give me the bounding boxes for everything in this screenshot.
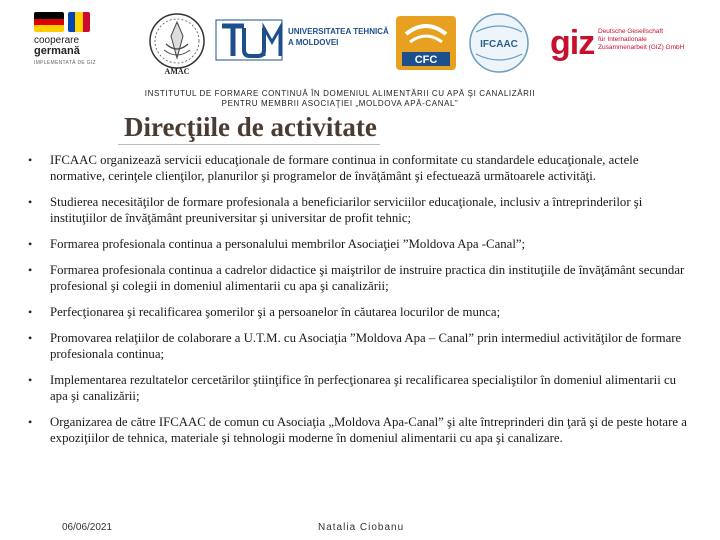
cooperation-logo xyxy=(34,12,134,76)
activity-list xyxy=(28,152,692,456)
amac-label: AMAC xyxy=(164,67,190,76)
cfc-label: CFC xyxy=(414,54,438,66)
german-flag-icon xyxy=(34,12,64,32)
page-title: Direcţiile de activitate xyxy=(124,112,377,142)
footer-author: Natalia Ciobanu xyxy=(318,522,405,533)
cooperation-line2: germană xyxy=(34,45,80,57)
list-item: • Studierea necesităţilor de formare profesionala a beneficiarilor serviciilor educaţionale, inclusiv a întreprinderilor şi instituţiilor de învăţământ preuniversitar şi universitar de profit tehnic; xyxy=(28,194,692,226)
list-item: • Perfecţionarea şi recalificarea şomerilor şi a persoanelor în căutarea locurilor de munca; xyxy=(28,304,692,320)
utm-logo xyxy=(214,14,389,66)
list-item: • IFCAAC organizează servicii educaţionale de formare continua in conformitate cu standardele educaţionale, actele normative, cerinţele clienţilor, planurilor şi programelor de învăţământ şi efectuează următoarele activităţi. xyxy=(28,152,692,184)
amac-logo xyxy=(146,10,208,76)
utm-line1: UNIVERSITATEA TEHNICĂ xyxy=(288,27,389,36)
institute-line1: INSTITUTUL DE FORMARE CONTINUĂ ÎN DOMENIUL ALIMENTĂRII CU APĂ ŞI CANALIZĂRII xyxy=(144,89,536,98)
giz-line3: Zusammenarbeit (GIZ) GmbH xyxy=(598,44,685,51)
footer-date: 06/06/2021 xyxy=(62,522,113,533)
giz-line1: Deutsche Gesellschaft xyxy=(598,28,664,35)
list-item: • Promovarea relaţiilor de colaborare a U.T.M. cu Asociaţia ”Moldova Apa – Canal” prin intermediul activităţilor de formare profesionala continua; xyxy=(28,330,692,362)
ifcaac-label: IFCAAC xyxy=(480,39,518,50)
cfc-emblem-icon xyxy=(394,14,458,72)
list-item: • Formarea profesionala continua a cadrelor didactice şi maiştrilor de instruire practica din instituţiile de învăţământ secundar profesional şi colegii in domeniul alimentarii cu apa şi canalizării; xyxy=(28,262,692,294)
list-item: • Implementarea rezultatelor cercetărilor ştiinţifice în perfecţionarea şi recalificarea specialiştilor în domeniul alimentarii cu apa şi canalizării; xyxy=(28,372,692,404)
institute-name xyxy=(120,89,560,109)
utm-emblem-icon xyxy=(214,14,286,66)
ifcaac-logo xyxy=(468,12,530,74)
utm-line2: A MOLDOVEI xyxy=(288,38,339,47)
list-item: • Organizarea de către IFCAAC de comun cu Asociaţia „Moldova Apa-Canal” şi alte întreprinderi din ţară şi de peste hotare a expoziţiilor de tehnica, materiale şi tehnologii moderne în domeniul alimentarii cu apa şi canalizare. xyxy=(28,414,692,446)
list-item: • Formarea profesionala continua a personalului membrilor Asociaţiei ”Moldova Apa -Canal”; xyxy=(28,236,692,252)
giz-word: giz xyxy=(550,24,595,62)
cooperation-sub: IMPLEMENTATĂ DE GIZ xyxy=(34,60,96,66)
giz-logo xyxy=(546,24,716,64)
moldova-flag-icon xyxy=(68,12,90,32)
cooperation-line1: cooperare xyxy=(34,35,80,46)
logo-strip xyxy=(0,0,720,88)
cfc-logo xyxy=(394,14,458,72)
amac-emblem-icon xyxy=(146,10,208,76)
giz-line2: für Internationale xyxy=(598,36,647,43)
institute-line2: PENTRU MEMBRII ASOCIAŢIEI „MOLDOVA APĂ-CANAL” xyxy=(221,99,459,108)
title-divider xyxy=(118,144,380,145)
ifcaac-emblem-icon xyxy=(468,12,530,74)
